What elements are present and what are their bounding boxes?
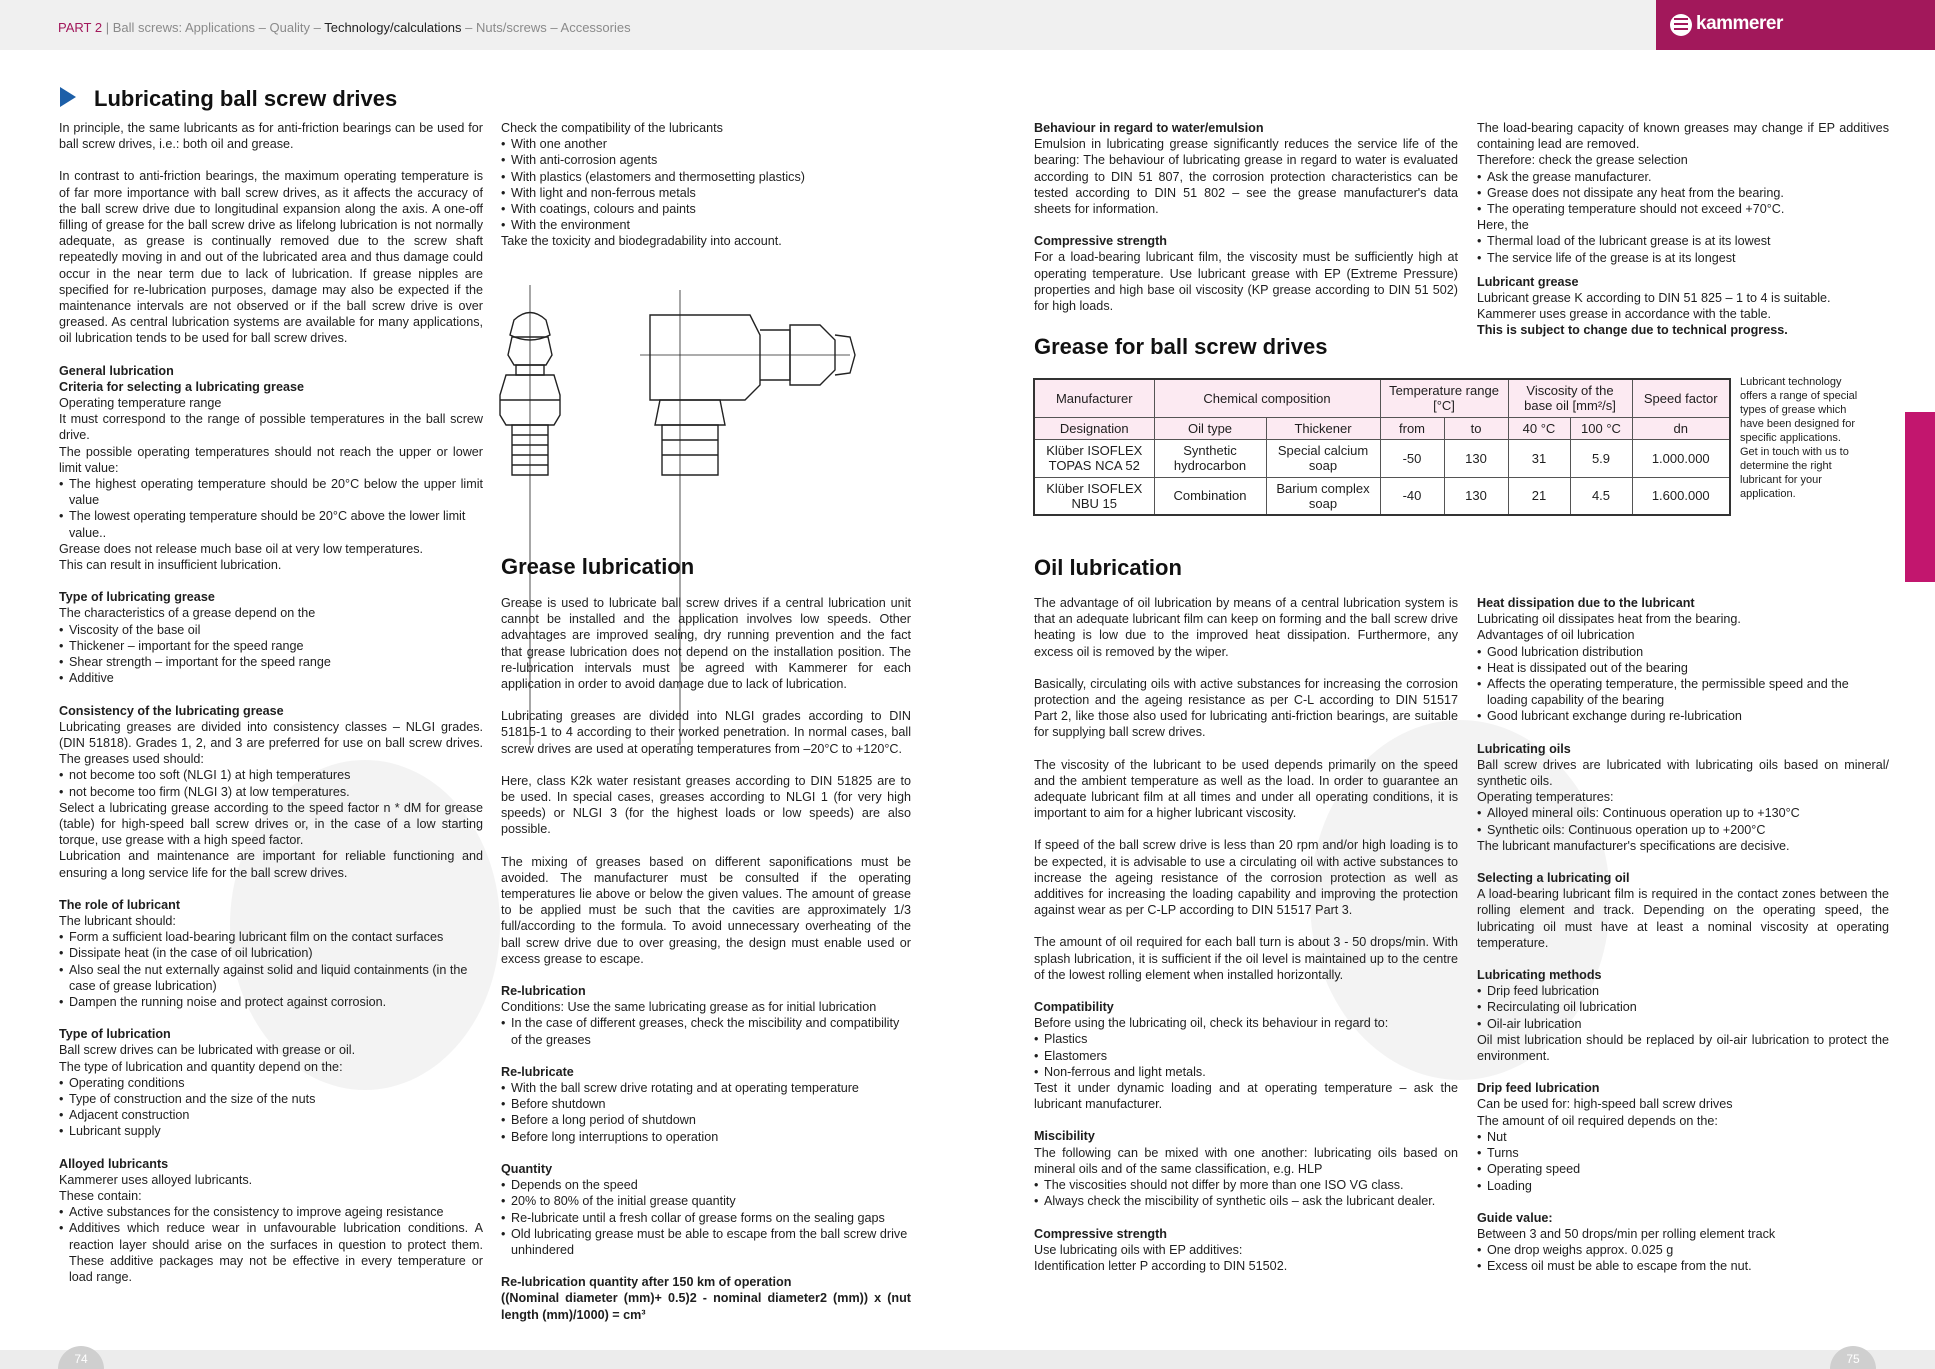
list-item: • With light and non-ferrous metals <box>501 185 911 201</box>
list <box>1477 169 1889 218</box>
paragraph: The viscosity of the lubricant to be used depends primarily on the speed and the ambient temperature as well as the load. In order to guarantee an adequate lubricant film at all times and under all operating conditions, it is important to aim for a higher lubricant viscosity. <box>1034 757 1458 821</box>
list-item: • not become too soft (NLGI 1) at high temperatures <box>59 767 483 783</box>
paragraph: Test it under dynamic loading and at operating temperature – ask the lubricant manufacturer. <box>1034 1081 1458 1112</box>
heading: Compressive strength <box>1034 1226 1167 1241</box>
list-item: • Good lubrication distribution <box>1477 644 1889 660</box>
table-header: Speed factor <box>1632 379 1730 417</box>
section-title-oil: Oil lubrication <box>1034 555 1182 580</box>
table-cell: 1.000.000 <box>1632 439 1730 477</box>
list-item: • Oil-air lubrication <box>1477 1016 1889 1032</box>
paragraph: Take the toxicity and biodegradability into account. <box>501 234 782 249</box>
list-item: • Active substances for the consistency to improve ageing resistance <box>59 1204 483 1220</box>
list <box>59 622 483 687</box>
list-item: • Heat is dissipated out of the bearing <box>1477 660 1889 676</box>
list-item: • Loading <box>1477 1178 1889 1194</box>
paragraph: Between 3 and 50 drops/min per rolling element track <box>1477 1226 1776 1241</box>
list-item: • Before shutdown <box>501 1096 911 1112</box>
table-cell: Special calcium soap <box>1266 439 1380 477</box>
paragraph: Kammerer uses grease in accordance with the table. <box>1477 307 1772 322</box>
paragraph: Identification letter P according to DIN 51502. <box>1034 1258 1288 1273</box>
page-number-left: 74 <box>58 1346 104 1369</box>
heading: Compressive strength <box>1034 234 1167 249</box>
paragraph: Lubricating oil dissipates heat from the bearing. <box>1477 612 1741 627</box>
list-item: • Nut <box>1477 1129 1889 1145</box>
heading: Alloyed lubricants <box>59 1156 169 1171</box>
breadcrumb-b: – Nuts/screws – Accessories <box>465 20 631 35</box>
heading: Re-lubrication quantity after 150 km of operation <box>501 1275 792 1290</box>
list-item: • Additive <box>59 670 483 686</box>
heading: Drip feed lubrication <box>1477 1081 1600 1096</box>
list-item: • Elastomers <box>1034 1048 1458 1064</box>
heading: Heat dissipation due to the lubricant <box>1477 596 1695 610</box>
list <box>59 929 483 1010</box>
breadcrumb-a: Ball screws: Applications – Quality – <box>112 20 321 35</box>
table-header: 40 °C <box>1508 417 1570 439</box>
list-item: • Before long interruptions to operation <box>501 1129 911 1145</box>
list-item: • With coatings, colours and paints <box>501 201 911 217</box>
list-item: • Old lubricating grease must be able to escape from the ball screw drive unhindered <box>501 1226 911 1258</box>
paragraph: Ball screw drives can be lubricated with grease or oil. <box>59 1043 356 1058</box>
column-2-lower <box>501 595 911 1323</box>
list-item: • The operating temperature should not exceed +70°C. <box>1477 201 1889 217</box>
heading: Compatibility <box>1034 1000 1114 1015</box>
heading: Lubricant grease <box>1477 274 1579 289</box>
list-item: • Before a long period of shutdown <box>501 1112 911 1128</box>
paragraph: The advantage of oil lubrication by means of a central lubrication system is that an adequate lubricant film can keep on forming and the ball screw drive heating is low due to the improved heat dissipation. Furthermore, any excess oil is removed by the wiper. <box>1034 596 1458 659</box>
list-item: • Dampen the running noise and protect against corrosion. <box>59 994 483 1010</box>
list-item: • Affects the operating temperature, the permissible speed and the loading capability of the bearing <box>1477 676 1889 708</box>
column-1 <box>59 120 483 1285</box>
list-item: • The lowest operating temperature should be 20°C above the lower limit value.. <box>59 508 483 540</box>
table-row <box>1034 477 1730 515</box>
paragraph: The lubricant should: <box>59 913 176 928</box>
list-item: • With plastics (elastomers and thermosetting plastics) <box>501 169 911 185</box>
paragraph: Use lubricating oils with EP additives: <box>1034 1242 1243 1257</box>
paragraph: In contrast to anti-friction bearings, the maximum operating temperature is of far more importance with ball screw drives, as it affects the accuracy of the ball screw drive due to longitudinal expansion along the axis. A one-off filling of grease for the ball screw drive as lifelong lubrication is not normally adequate, as grease is continually removed due to the screw shaft repeatedly moving in and out of the lubricated area and thus damage could occur in the near term due to lack of lubrication. If grease nipples are specified for re-lubrication purposes, damage may also be expected if the maintenance intervals are not observed or if the ball screw drive is over greased. As central lubrication systems are available for many applications, oil lubrication tends to be used for ball screw drives. <box>59 169 483 346</box>
formula: ((Nominal diameter (mm)+ 0.5)2 - nominal diameter2 (mm)) x (nut length (mm)/1000) = cm³ <box>501 1291 911 1322</box>
list-item: • Turns <box>1477 1145 1889 1161</box>
list-item: • Good lubricant exchange during re-lubrication <box>1477 708 1889 724</box>
list-item: • The viscosities should not differ by more than one ISO VG class. <box>1034 1177 1458 1193</box>
heading: Behaviour in regard to water/emulsion <box>1034 121 1264 135</box>
section-tab <box>1905 412 1935 582</box>
list-item: • Always check the miscibility of synthetic oils – ask the lubricant dealer. <box>1034 1193 1458 1209</box>
list-item: • Thickener – important for the speed range <box>59 638 483 654</box>
list-item: • Type of construction and the size of the nuts <box>59 1091 483 1107</box>
list <box>1477 233 1889 265</box>
logo-icon <box>1670 14 1692 36</box>
page-title: Lubricating ball screw drives <box>60 86 397 112</box>
list-item: • Lubricant supply <box>59 1123 483 1139</box>
paragraph: A load-bearing lubricant film is required in the contact zones between the rolling element and track. Depending on the operating speed, the lubricating oil must have at least a nominal viscosity at operating temperature. <box>1477 887 1889 950</box>
paragraph: Lubricant grease K according to DIN 51 825 – 1 to 4 is suitable. <box>1477 291 1831 306</box>
footer-bar <box>0 1350 1935 1369</box>
table-cell: Synthetic hydrocarbon <box>1154 439 1266 477</box>
list-item: • Dissipate heat (in the case of oil lubrication) <box>59 945 483 961</box>
list-item: • Recirculating oil lubrication <box>1477 999 1889 1015</box>
list <box>501 1015 911 1047</box>
list-item: • Also seal the nut externally against solid and liquid containments (in the case of grease lubrication) <box>59 962 483 994</box>
paragraph: These contain: <box>59 1188 142 1203</box>
list-item: • With the environment <box>501 217 911 233</box>
table-cell: Barium complex soap <box>1266 477 1380 515</box>
table-header: Thickener <box>1266 417 1380 439</box>
paragraph: Grease is used to lubricate ball screw drives if a central lubrication unit cannot be installed and the application involves low speeds. Other advantages are improved sealing, dry running prevention and the fact that grease lubrication does not depend on the installation position. The re-lubrication intervals must be agreed with Kammerer for each application in order to avoid damage due to lack of lubrication. <box>501 596 911 692</box>
paragraph: Select a lubricating grease according to the speed factor n * dM for grease (table) for high-speed ball screw drives or, in the case of a low starting torque, use grease with a high speed factor. <box>59 800 483 848</box>
table-header: from <box>1380 417 1444 439</box>
section-title-grease: Grease lubrication <box>501 554 695 579</box>
list <box>501 136 911 233</box>
list <box>59 1075 483 1140</box>
breadcrumb-separator: | <box>105 20 110 35</box>
list-item: • Re-lubricate until a fresh collar of grease forms on the sealing gaps <box>501 1210 911 1226</box>
list-item: • Plastics <box>1034 1031 1458 1047</box>
brand-logo <box>1656 0 1935 50</box>
table-cell: 130 <box>1444 439 1508 477</box>
paragraph: The characteristics of a grease depend on the <box>59 606 316 621</box>
heading: Quantity <box>501 1161 553 1176</box>
grease-table <box>1033 378 1731 516</box>
heading: Re-lubricate <box>501 1064 574 1079</box>
list <box>59 1204 483 1285</box>
table-cell: 31 <box>1508 439 1570 477</box>
paragraph: Check the compatibility of the lubricants <box>501 121 723 135</box>
list <box>59 767 483 799</box>
list-item: • The service life of the grease is at its longest <box>1477 250 1889 266</box>
part-label: PART 2 <box>58 20 103 35</box>
list-item: • not become too firm (NLGI 3) at low temperatures. <box>59 784 483 800</box>
list-item: • Operating conditions <box>59 1075 483 1091</box>
list-item: • Form a sufficient load-bearing lubricant film on the contact surfaces <box>59 929 483 945</box>
heading: Guide value: <box>1477 1210 1553 1225</box>
table-header: Designation <box>1034 417 1154 439</box>
paragraph: Here, class K2k water resistant greases according to DIN 51825 are to be used. In special cases, greases according to NLGI 1 (for very high speeds) or NLGI 3 (for the highest loads or low speeds) are also possible. <box>501 773 911 837</box>
heading: General lubrication <box>59 363 174 378</box>
list <box>1034 1177 1458 1209</box>
list-item: • One drop weighs approx. 0.025 g <box>1477 1242 1889 1258</box>
table-cell: -50 <box>1380 439 1444 477</box>
list <box>1477 644 1889 725</box>
column-4-lower <box>1477 595 1889 1275</box>
heading: Re-lubrication <box>501 984 586 999</box>
paragraph: Lubrication and maintenance are important for reliable functioning and ensuring a long service life for the ball screw drives. <box>59 849 483 880</box>
column-3 <box>1034 120 1458 314</box>
paragraph: Can be used for: high-speed ball screw drives <box>1477 1097 1733 1112</box>
list-item: • Grease does not dissipate any heat from the bearing. <box>1477 185 1889 201</box>
table-cell: 130 <box>1444 477 1508 515</box>
table-cell: 4.5 <box>1570 477 1632 515</box>
paragraph: The following can be mixed with one another: lubricating oils based on mineral oils and of the same classification, e.g. HLP <box>1034 1145 1458 1176</box>
list-item: • Synthetic oils: Continuous operation up to +200°C <box>1477 822 1889 838</box>
paragraph: This can result in insufficient lubrication. <box>59 558 282 573</box>
list <box>1477 1242 1889 1274</box>
list-item: • In the case of different greases, check the miscibility and compatibility of the greases <box>501 1015 911 1047</box>
list-item: • Drip feed lubrication <box>1477 983 1889 999</box>
paragraph: The amount of oil required for each ball turn is about 3 - 50 drops/min. With splash lubrication, it is sufficient if the oil level is maintained up to the centre of the lowest rolling element when installed horizontally. <box>1034 935 1458 982</box>
paragraph: The load-bearing capacity of known greases may change if EP additives containing lead are removed. <box>1477 121 1889 152</box>
list-item: • Ask the grease manufacturer. <box>1477 169 1889 185</box>
table-cell: 1.600.000 <box>1632 477 1730 515</box>
paragraph: Emulsion in lubricating grease significantly reduces the service life of the bearing: The behaviour of lubricating grease in regard to water is evaluated according to DIN 51 807, the corrosion protection characteristics can be tested according to DIN 51 802 – see the grease manufacturer's data sheets for information. <box>1034 137 1458 217</box>
paragraph: The amount of oil required depends on the: <box>1477 1113 1718 1128</box>
paragraph: This is subject to change due to technical progress. <box>1477 323 1788 338</box>
table-header: Chemical composition <box>1154 379 1380 417</box>
table-header: Manufacturer <box>1034 379 1154 417</box>
table-header: to <box>1444 417 1508 439</box>
list <box>1477 805 1889 837</box>
list <box>501 1177 911 1258</box>
list <box>59 476 483 541</box>
paragraph: If speed of the ball screw drive is less than 20 rpm and/or high loading is to be expected, it is advisable to use a circulating oil with active substances to increase the ageing resistance of the corrosion protection as well as additives for increasing the loading capability and improving the protection against wear as per C-LP according to DIN 51517 Part 3. <box>1034 838 1458 918</box>
table-cell: Klüber ISOFLEX NBU 15 <box>1034 477 1154 515</box>
paragraph: Conditions: Use the same lubricating grease as for initial lubrication <box>501 1000 877 1015</box>
paragraph: The type of lubrication and quantity depend on the: <box>59 1059 343 1074</box>
table-cell: Klüber ISOFLEX TOPAS NCA 52 <box>1034 439 1154 477</box>
heading: Lubricating methods <box>1477 968 1602 983</box>
list <box>1034 1031 1458 1080</box>
heading: Lubricating oils <box>1477 741 1571 756</box>
list-item: • With anti-corrosion agents <box>501 152 911 168</box>
list-item: • Alloyed mineral oils: Continuous operation up to +130°C <box>1477 805 1889 821</box>
list-item: • Viscosity of the base oil <box>59 622 483 638</box>
list-item: • Thermal load of the lubricant grease is at its lowest <box>1477 233 1889 249</box>
paragraph: Lubricating greases are divided into consistency classes – NLGI grades. (DIN 51818). Grades 1, 2, and 3 are preferred for use on ball screw drives. The greases used should: <box>59 719 483 767</box>
table-header: Viscosity of the base oil [mm²/s] <box>1508 379 1632 417</box>
paragraph: The possible operating temperatures should not reach the upper or lower limit value: <box>59 444 483 475</box>
column-2 <box>501 120 911 250</box>
list-item: • Excess oil must be able to escape from the nut. <box>1477 1258 1889 1274</box>
paragraph: In principle, the same lubricants as for anti-friction bearings can be used for ball screw drives, i.e.: both oil and grease. <box>59 121 483 152</box>
paragraph: Basically, circulating oils with active substances for increasing the corrosion protection and the ageing resistance as per C-L according to DIN 51517 Part 2, like those also used for lubricating anti-friction bearings, are suitable for supplying ball screw drives. <box>1034 676 1458 740</box>
table-cell: 5.9 <box>1570 439 1632 477</box>
breadcrumb <box>58 20 631 35</box>
paragraph: Before using the lubricating oil, check its behaviour in regard to: <box>1034 1016 1389 1031</box>
paragraph: Advantages of oil lubrication <box>1477 628 1635 643</box>
list-item: • With one another <box>501 136 911 152</box>
table-header: Oil type <box>1154 417 1266 439</box>
list-item: • Operating speed <box>1477 1161 1889 1177</box>
paragraph: Here, the <box>1477 218 1529 233</box>
paragraph: Kammerer uses alloyed lubricants. <box>59 1172 253 1187</box>
list-item: • 20% to 80% of the initial grease quantity <box>501 1193 911 1209</box>
paragraph: Operating temperature range <box>59 396 222 411</box>
list-item: • Additives which reduce wear in unfavourable lubrication conditions. A reaction layer should arise on the surfaces in question to protect them. These additive packages may not be effective in every temperature or load range. <box>59 1220 483 1285</box>
paragraph: It must correspond to the range of possible temperatures in the ball screw drive. <box>59 412 483 443</box>
paragraph: Lubricating greases are divided into NLGI grades according to DIN 51815-1 to 4 according to their worked penetration. In normal cases, ball screw drives are used at operating temperatures from –20°C to +120°C. <box>501 709 911 756</box>
list-item: • With the ball screw drive rotating and at operating temperature <box>501 1080 911 1096</box>
table-header: dn <box>1632 417 1730 439</box>
logo-wordmark: kammerer <box>1696 13 1783 34</box>
list-item: • Adjacent construction <box>59 1107 483 1123</box>
list-item: • Depends on the speed <box>501 1177 911 1193</box>
section-title-grease-table: Grease for ball screw drives <box>1034 334 1328 359</box>
heading: Selecting a lubricating oil <box>1477 871 1630 886</box>
table-row <box>1034 439 1730 477</box>
paragraph: Grease does not release much base oil at very low temperatures. <box>59 541 424 556</box>
paragraph: For a load-bearing lubricant film, the viscosity must be sufficiently high at operating temperature. Use lubricant grease with EP (Extreme Pressure) properties and high base oil viscosity (KP grease according to DIN 51 502) for high loads. <box>1034 250 1458 314</box>
table-cell: -40 <box>1380 477 1444 515</box>
heading: Miscibility <box>1034 1129 1095 1144</box>
triangle-icon <box>60 87 76 107</box>
column-3-lower <box>1034 595 1458 1274</box>
heading: The role of lubricant <box>59 897 181 912</box>
list <box>1477 983 1889 1032</box>
table-header: 100 °C <box>1570 417 1632 439</box>
paragraph: Therefore: check the grease selection <box>1477 153 1688 168</box>
heading: Criteria for selecting a lubricating grease <box>59 379 304 394</box>
header-bar <box>0 0 1935 50</box>
list-item: • The highest operating temperature should be 20°C below the upper limit value <box>59 476 483 508</box>
table-cell: Combination <box>1154 477 1266 515</box>
list-item: • Non-ferrous and light metals. <box>1034 1064 1458 1080</box>
heading: Type of lubricating grease <box>59 590 215 605</box>
page-number-right: 75 <box>1830 1346 1876 1369</box>
paragraph: Operating temperatures: <box>1477 790 1614 805</box>
table-note: Lubricant technology offers a range of special types of grease which have been designed for specific applications. Get in touch with us to determine the right lubricant for your application. <box>1740 376 1858 500</box>
paragraph: Oil mist lubrication should be replaced by oil-air lubrication to protect the environment. <box>1477 1032 1889 1064</box>
paragraph: The lubricant manufacturer's specifications are decisive. <box>1477 838 1790 853</box>
table-cell: 21 <box>1508 477 1570 515</box>
paragraph: The mixing of greases based on different saponifications must be avoided. The manufacturer must be consulted if the operating temperatures lie above or below the given values. The amount of grease to be applied must be such that the cavities are approximately 1/3 full/according to the formula. To avoid unnecessary overheating of the ball screw drive due to over greasing, the design must enable used or excess grease to escape. <box>501 854 911 966</box>
column-4 <box>1477 120 1889 339</box>
list-item: • Shear strength – important for the speed range <box>59 654 483 670</box>
heading: Consistency of the lubricating grease <box>59 703 284 718</box>
heading: Type of lubrication <box>59 1027 171 1042</box>
paragraph: Ball screw drives are lubricated with lubricating oils based on mineral/ synthetic oils. <box>1477 757 1889 789</box>
breadcrumb-current: Technology/calculations <box>324 20 462 35</box>
list <box>501 1080 911 1145</box>
table-header: Temperature range [°C] <box>1380 379 1508 417</box>
list <box>1477 1129 1889 1194</box>
